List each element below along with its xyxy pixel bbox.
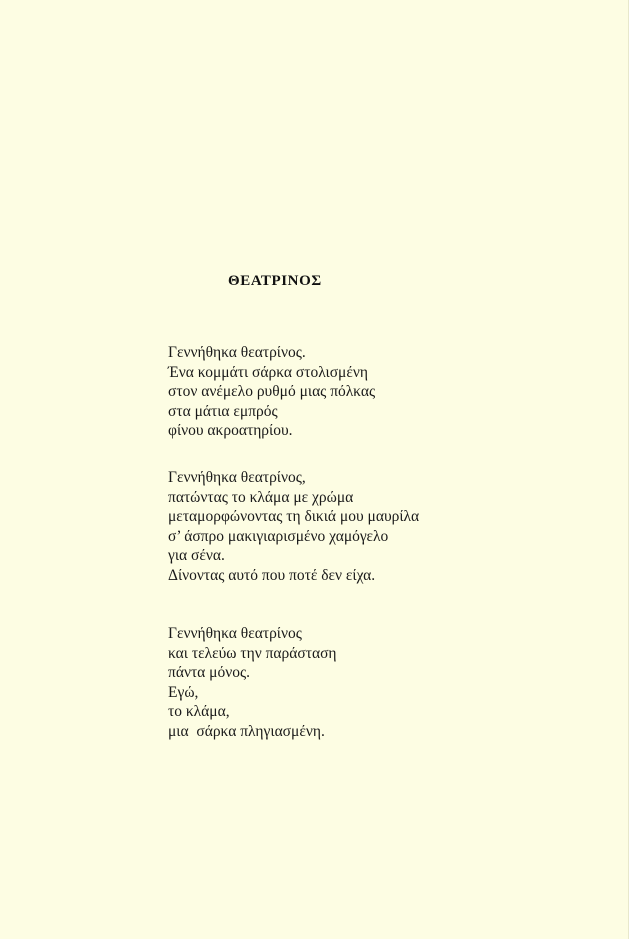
poem-line: στον ανέμελο ρυθμό μιας πόλκας [168, 383, 376, 401]
poem-line: στα μάτια εμπρός [168, 402, 278, 420]
stanza-3 [168, 624, 337, 742]
poem-line: Εγώ, [168, 683, 199, 701]
stanza-2 [168, 468, 419, 586]
poem-line: Γεννήθηκα θεατρίνος, [168, 469, 306, 486]
poem-line: μια σάρκα πληγιασμένη. [168, 722, 325, 740]
poem-line: σ’ άσπρο μακιγιαρισμένο χαμόγελο [168, 527, 389, 545]
poem-line: Δίνοντας αυτό που ποτέ δεν είχα. [168, 566, 376, 584]
poem-line: πάντα μόνος. [168, 664, 251, 682]
poem-line: το κλάμα, [168, 703, 230, 721]
poem-line: μεταμορφώνοντας τη δικιά μου μαυρίλα [168, 508, 420, 526]
poem-line: Ένα κομμάτι σάρκα στολισμένη [168, 363, 368, 381]
stanza-1 [168, 343, 375, 441]
poem-title: ΘΕΑΤΡΙΝΟΣ [228, 273, 322, 289]
poem-line: Γεννήθηκα θεατρίνος. [168, 344, 306, 361]
poem-line: για σένα. [168, 547, 225, 565]
poem-line: Γεννήθηκα θεατρίνος [168, 625, 302, 642]
poem-line: πατώντας το κλάμα με χρώμα [168, 488, 354, 506]
poem-line: φίνου ακροατηρίου. [168, 422, 293, 440]
poem-line: και τελεύω την παράσταση [168, 644, 337, 662]
